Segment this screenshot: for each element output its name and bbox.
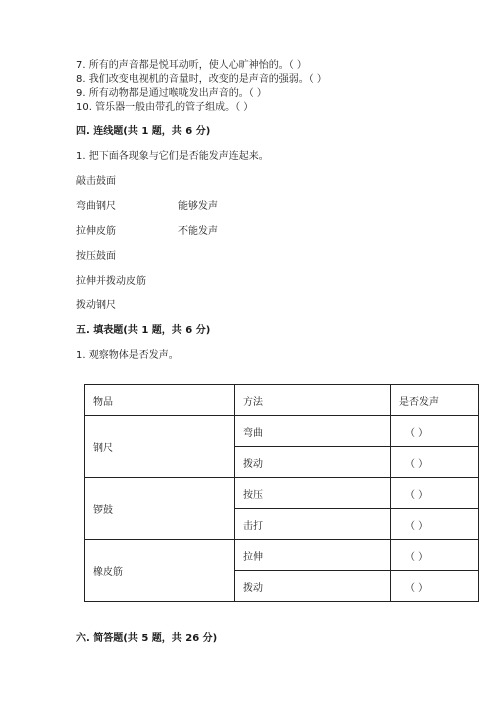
table-answer-cell[interactable]: （ ） (391, 540, 479, 571)
table-header-cell: 物品 (85, 385, 235, 416)
matching-left-item: 拉伸皮筋 (76, 226, 116, 237)
matching-left-item: 拉伸并拨动皮筋 (76, 276, 146, 287)
table-method-cell: 拉伸 (235, 540, 391, 571)
table-header-cell: 是否发声 (391, 385, 479, 416)
section-6-title: 六. 简答题(共 5 题，共 26 分) (76, 633, 218, 644)
matching-right-item: 不能发声 (178, 226, 218, 237)
section-5-title: 五. 填表题(共 1 题，共 6 分) (76, 325, 211, 336)
table-method-cell: 弯曲 (235, 416, 391, 447)
section-4-question: 1. 把下面各现象与它们是否能发声连起来。 (76, 151, 269, 162)
judgment-item-8: 8. 我们改变电视机的音量时，改变的是声音的强弱。（ ） (76, 74, 327, 85)
table-item-cell: 钢尺 (85, 416, 235, 478)
matching-right-item: 能够发声 (178, 201, 218, 212)
table-answer-cell[interactable]: （ ） (391, 571, 479, 602)
matching-left-item: 弯曲钢尺 (76, 201, 116, 212)
table-method-cell: 按压 (235, 478, 391, 509)
section-4-title: 四. 连线题(共 1 题，共 6 分) (76, 126, 211, 137)
table-answer-cell[interactable]: （ ） (391, 478, 479, 509)
table-row (85, 478, 479, 509)
matching-left-item: 拨动钢尺 (76, 300, 116, 311)
matching-left-item: 按压鼓面 (76, 251, 116, 262)
section-5-question: 1. 观察物体是否发声。 (76, 350, 179, 361)
table-answer-cell[interactable]: （ ） (391, 447, 479, 478)
table-header-row (85, 385, 479, 416)
table-header-cell: 方法 (235, 385, 391, 416)
table-item-cell: 锣鼓 (85, 478, 235, 540)
matching-left-item: 敲击鼓面 (76, 176, 116, 187)
judgment-item-9: 9. 所有动物都是通过喉咙发出声音的。（ ） (76, 88, 267, 99)
table-answer-cell[interactable]: （ ） (391, 416, 479, 447)
judgment-item-7: 7. 所有的声音都是悦耳动听，使人心旷神怡的。（ ） (76, 60, 307, 71)
table-row (85, 540, 479, 571)
table-item-cell: 橡皮筋 (85, 540, 235, 602)
table-row (85, 416, 479, 447)
table-answer-cell[interactable]: （ ） (391, 509, 479, 540)
table-method-cell: 拨动 (235, 571, 391, 602)
judgment-item-10: 10. 管乐器一般由带孔的管子组成。（ ） (76, 102, 254, 113)
table-method-cell: 击打 (235, 509, 391, 540)
table-method-cell: 拨动 (235, 447, 391, 478)
observation-table (84, 384, 479, 602)
